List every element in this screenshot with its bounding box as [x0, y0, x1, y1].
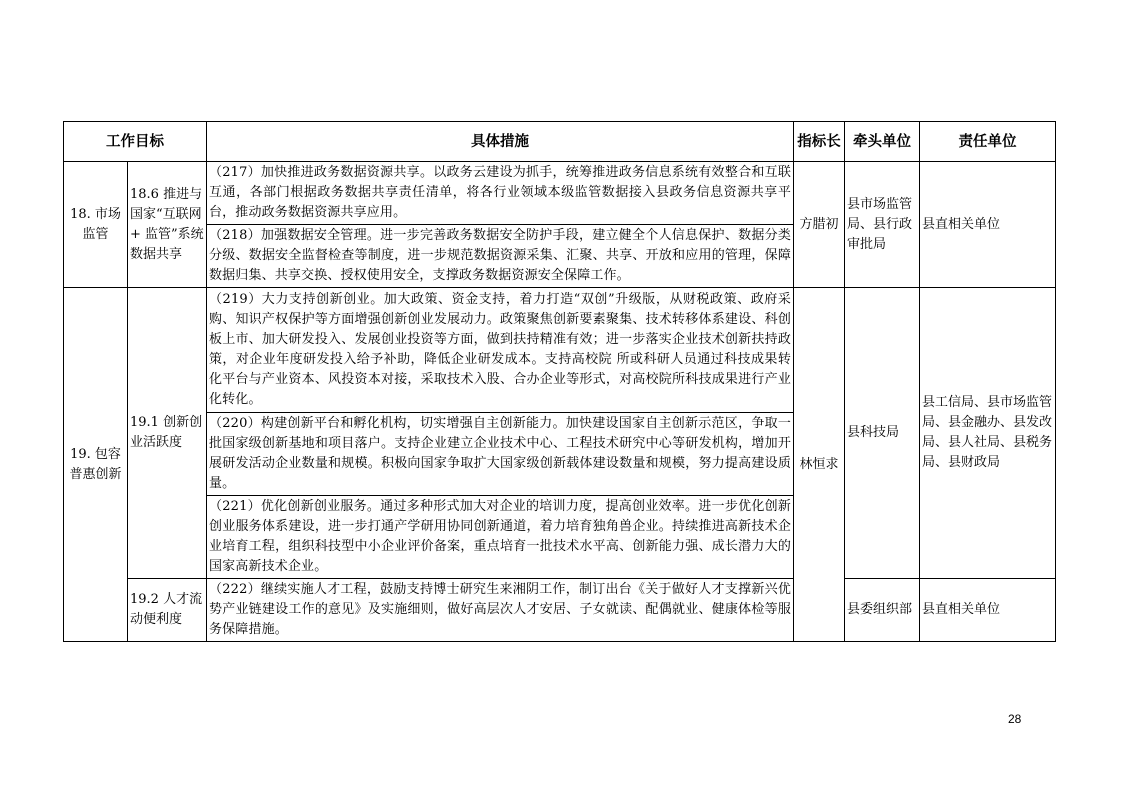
measures-table: [63, 121, 1056, 642]
table-row: [64, 162, 1056, 225]
table-row: [64, 579, 1056, 642]
measure-cell: （221）优化创新创业服务。通过多种形式加大对企业的培训力度，提高创业效率。进一步优化创新创业服务体系建设，进一步打通产学研用协同创新通道，着力培育独角兽企业。持续推进高新技术企业培育工程，组织科技型中小企业评价备案，重点培育一批技术水平高、创新能力强、成长潜力大的国家高新技术企业。: [207, 496, 794, 579]
lead-cell: 县市场监管局、县行政审批局: [845, 162, 920, 288]
table-header-row: [64, 122, 1056, 162]
header-chief: 指标长: [794, 122, 845, 162]
header-measure: 具体措施: [207, 122, 794, 162]
responsible-cell: 县直相关单位: [920, 162, 1056, 288]
lead-cell: 县科技局: [845, 288, 920, 579]
subgoal-cell: 18.6 推进与国家“互联网+ 监管”系统数据共享: [128, 162, 207, 288]
goal-cell: 19. 包容普惠创新: [64, 288, 128, 642]
responsible-cell: 县工信局、县市场监管局、县金融办、县发改局、县人社局、县税务局、县财政局: [920, 288, 1056, 579]
measure-cell: （222）继续实施人才工程，鼓励支持博士研究生来湘阴工作，制订出台《关于做好人才支撑新兴优势产业链建设工作的意见》及实施细则，做好高层次人才安居、子女就读、配偶就业、健康体检等服务保障措施。: [207, 579, 794, 642]
subgoal-cell: 19.1 创新创业活跃度: [128, 288, 207, 579]
measure-cell: （220）构建创新平台和孵化机构，切实增强自主创新能力。加快建设国家自主创新示范区，争取一批国家级创新基地和项目落户。支持企业建立企业技术中心、工程技术研究中心等研发机构，增加开展研发活动企业数量和规模。积极向国家争取扩大国家级创新载体建设数量和规模，努力提高建设质量。: [207, 413, 794, 496]
header-responsible: 责任单位: [920, 122, 1056, 162]
subgoal-cell: 19.2 人才流动便利度: [128, 579, 207, 642]
measure-cell: （218）加强数据安全管理。进一步完善政务数据安全防护手段，建立健全个人信息保护、数据分类分级、数据安全监督检查等制度，进一步规范数据资源采集、汇聚、共享、开放和应用的管理，保障数据归集、共享交换、授权使用安全，支撑政务数据资源安全保障工作。: [207, 225, 794, 288]
page-number: 28: [1008, 712, 1022, 726]
chief-cell: 林恒求: [794, 288, 845, 642]
measure-cell: （217）加快推进政务数据资源共享。以政务云建设为抓手，统筹推进政务信息系统有效整合和互联互通，各部门根据政务数据共享责任清单，将各行业领域本级监管数据接入县政务信息资源共享平台，推动政务数据资源共享应用。: [207, 162, 794, 225]
header-lead: 牵头单位: [845, 122, 920, 162]
goal-cell: 18. 市场监管: [64, 162, 128, 288]
responsible-cell: 县直相关单位: [920, 579, 1056, 642]
header-goal: 工作目标: [64, 122, 207, 162]
measure-cell: （219）大力支持创新创业。加大政策、资金支持，着力打造“双创”升级版，从财税政策、政府采购、知识产权保护等方面增强创新创业发展动力。政策聚焦创新要素聚集、技术转移体系建设、科创板上市、加大研发投入、发展创业投资等方面，做到扶持精准有效；进一步落实企业技术创新扶持政策，对企业年度研发投入给予补助，降低企业研发成本。支持高校院 所或科研人员通过科技成果转化平台与产业资本、风投资本对接，采取技术入股、合办企业等形式，对高校院所科技成果进行产业化转化。: [207, 288, 794, 413]
chief-cell: 方腊初: [794, 162, 845, 288]
table-row: [64, 288, 1056, 413]
lead-cell: 县委组织部: [845, 579, 920, 642]
